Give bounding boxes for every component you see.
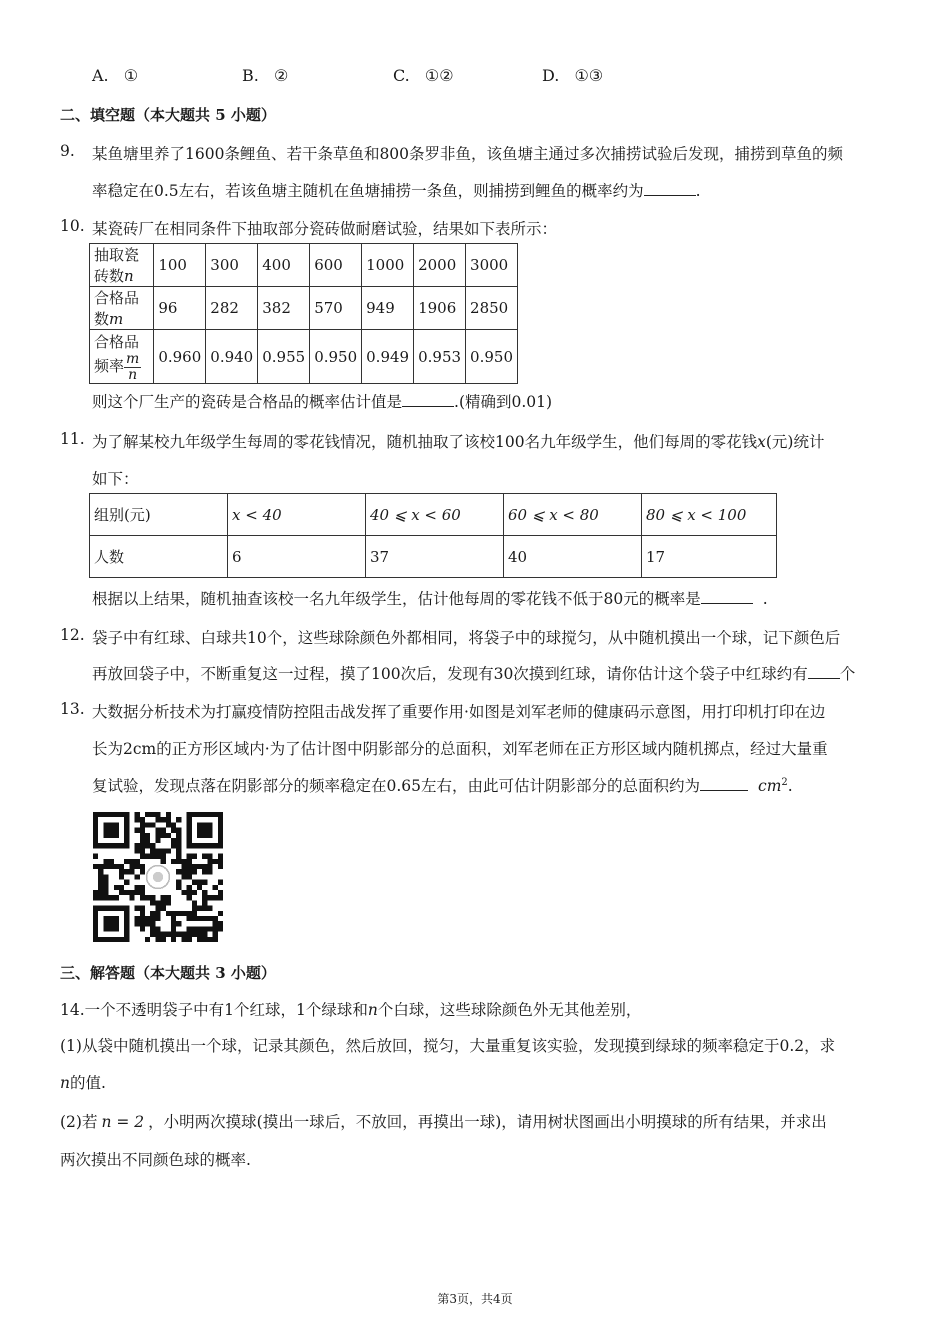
q13-line3-end: . [787,777,793,795]
table-cell: 0.955 [258,330,310,384]
qr-code-image [93,812,223,942]
row-label: 合格品数 [94,289,140,328]
table-cell: 6 [228,536,366,578]
q14-part2-text: ，小明两次摸球(摸出一球后，不放回，再摸出一球)，请用树状图画出小明摸球的所有结果，并求出 [148,1113,827,1131]
q9-line2 [92,179,701,201]
option-a-label: A. [92,66,109,85]
q11-answer-blank [701,589,753,604]
q12-line2 [92,662,855,684]
section-3-title: 三、解答题（本大题共 3 小题） [60,964,276,982]
q9-line1: 某鱼塘里养了1600条鲤鱼、若干条草鱼和800条罗非鱼，该鱼塘主通过多次捕捞试验后发现，捕捞到草鱼的频 [92,145,844,163]
table-cell: 400 [258,244,310,287]
q11-line2: 如下： [92,470,139,488]
q13-line2: 长为2cm的正方形区域内·为了估计图中阴影部分的总面积，刘军老师在正方形区域内随机掷点，经过大量重 [92,740,828,758]
option-d [542,66,603,85]
table-cell: 600 [310,244,362,287]
fraction-m-over-n: $\frac{m}{n}$ [126,350,140,383]
q12-line1: 袋子中有红球、白球共10个，这些球除颜色外都相同，将袋子中的球搅匀，从中随机摸出一个球，记下颜色后 [92,629,841,647]
table-cell: 0.950 [466,330,518,384]
section-2-title: 二、填空题（本大题共 5 小题） [60,106,276,124]
table-cell: 949 [362,287,414,330]
table-cell: 组别(元) [90,494,228,536]
table-cell: 0.950 [310,330,362,384]
table-cell: 60 ⩽ x < 80 [504,494,642,536]
q10-table [89,243,518,384]
row-label: 抽取瓷砖数 [94,246,140,285]
row-var: m [109,310,124,328]
q13-line3-text: 复试验，发现点落在阴影部分的频率稳定在0.65左右，由此可估计阴影部分的总面积约为 [92,777,701,795]
option-c [393,66,454,85]
q12-line2-text: 再放回袋子中，不断重复这一过程，摸了100次后，发现有30次摸到红球，请你估计这个袋子中红球约有 [92,665,808,683]
q12-answer-blank [808,664,840,679]
option-b [242,66,288,85]
q11-line1 [92,430,824,452]
q9-line2-text: 率稳定在0.5左右，若该鱼塘主随机在鱼塘捕捞一条鱼，则捕捞到鲤鱼的概率约为 [92,182,644,200]
q14-part2-eq: n = 2 [101,1113,145,1131]
table-cell: 300 [206,244,258,287]
table-cell [90,244,154,287]
page-footer: 第3页，共4页 [437,1292,513,1306]
table-cell: 1000 [362,244,414,287]
q11-line1-text: 为了解某校九年级学生每周的零花钱情况，随机抽取了该校100名九年级学生，他们每周的零花钱 [92,433,758,451]
q13-answer-blank [700,776,748,791]
q14-part1-tail: 的值. [69,1074,106,1092]
q10-after [92,390,552,412]
q13-number: 13. [60,700,85,718]
q14-part1-line2 [60,1071,106,1093]
table-row [90,536,777,578]
q10-answer-blank [402,392,454,407]
table-cell: 人数 [90,536,228,578]
q11-after-text: 根据以上结果，随机抽查该校一名九年级学生，估计他每周的零花钱不低于80元的概率是 [92,590,701,608]
row-var: n [124,267,134,285]
q14-var-n: n [367,1001,378,1019]
table-cell: 570 [310,287,362,330]
table-cell: 1906 [414,287,466,330]
table-cell: 100 [154,244,206,287]
table-cell [90,330,154,384]
table-cell: 37 [366,536,504,578]
q14-part1-var: n [60,1074,70,1092]
option-a-value: ① [123,66,139,85]
q14-part1-line1: (1)从袋中随机摸出一个球，记录其颜色，然后放回，搅匀，大量重复该实验，发现摸到绿球的频率稳定于0.2，求 [60,1037,836,1055]
option-b-value: ② [273,66,289,85]
q9-number: 9. [60,142,75,160]
q14-line1-tail: 个白球，这些球除颜色外无其他差别， [377,1001,642,1019]
option-d-value: ①③ [574,66,604,85]
table-cell: 3000 [466,244,518,287]
table-cell: 282 [206,287,258,330]
option-c-value: ①② [424,66,454,85]
q10-after-end: .(精确到0.01) [454,393,553,411]
q11-after-end: . [762,590,768,608]
table-row [90,287,518,330]
table-cell: 40 ⩽ x < 60 [366,494,504,536]
q13-unit-sup: 2 [781,776,788,788]
table-cell: 0.949 [362,330,414,384]
q12-line2-end: 个 [839,665,856,683]
table-cell: 382 [258,287,310,330]
table-cell: 96 [154,287,206,330]
q11-line1-tail: (元)统计 [765,433,825,451]
table-cell: 0.940 [206,330,258,384]
table-cell: 80 ⩽ x < 100 [642,494,777,536]
q11-var-x: x [757,433,766,451]
q10-stem: 某瓷砖厂在相同条件下抽取部分瓷砖做耐磨试验，结果如下表所示： [92,220,558,238]
table-cell: x < 40 [228,494,366,536]
table-cell: 0.960 [154,330,206,384]
q14-part2-prefix: (2)若 [60,1113,98,1131]
option-a [92,66,138,85]
table-cell: 2000 [414,244,466,287]
q13-line1: 大数据分析技术为打赢疫情防控阻击战发挥了重要作用·如图是刘军老师的健康码示意图，用打印机打印在边 [92,703,826,721]
q12-number: 12. [60,626,85,644]
q13-line3 [92,774,793,796]
table-cell: 0.953 [414,330,466,384]
q11-after [92,587,768,609]
table-cell: 17 [642,536,777,578]
q14-part2-line2: 两次摸出不同颜色球的概率. [60,1151,251,1169]
option-d-label: D. [542,66,560,85]
row-label: 合格品频率 [94,332,140,375]
q10-number: 10. [60,217,85,235]
q10-after-text: 则这个厂生产的瓷砖是合格品的概率估计值是 [92,393,403,411]
table-row [90,330,518,384]
table-row [90,244,518,287]
q11-table [89,493,777,578]
table-cell: 2850 [466,287,518,330]
table-cell [90,287,154,330]
q14-line1 [60,998,641,1020]
q9-answer-blank [644,181,696,196]
q14-line1-text: 14.一个不透明袋子中有1个红球，1个绿球和 [60,1001,368,1019]
table-cell: 40 [504,536,642,578]
q9-line2-end: . [695,182,701,200]
option-c-label: C. [393,66,410,85]
q13-unit: cm [758,777,782,795]
q11-number: 11. [60,430,85,448]
q14-part2-line1 [60,1110,827,1132]
table-row [90,494,777,536]
option-b-label: B. [242,66,259,85]
